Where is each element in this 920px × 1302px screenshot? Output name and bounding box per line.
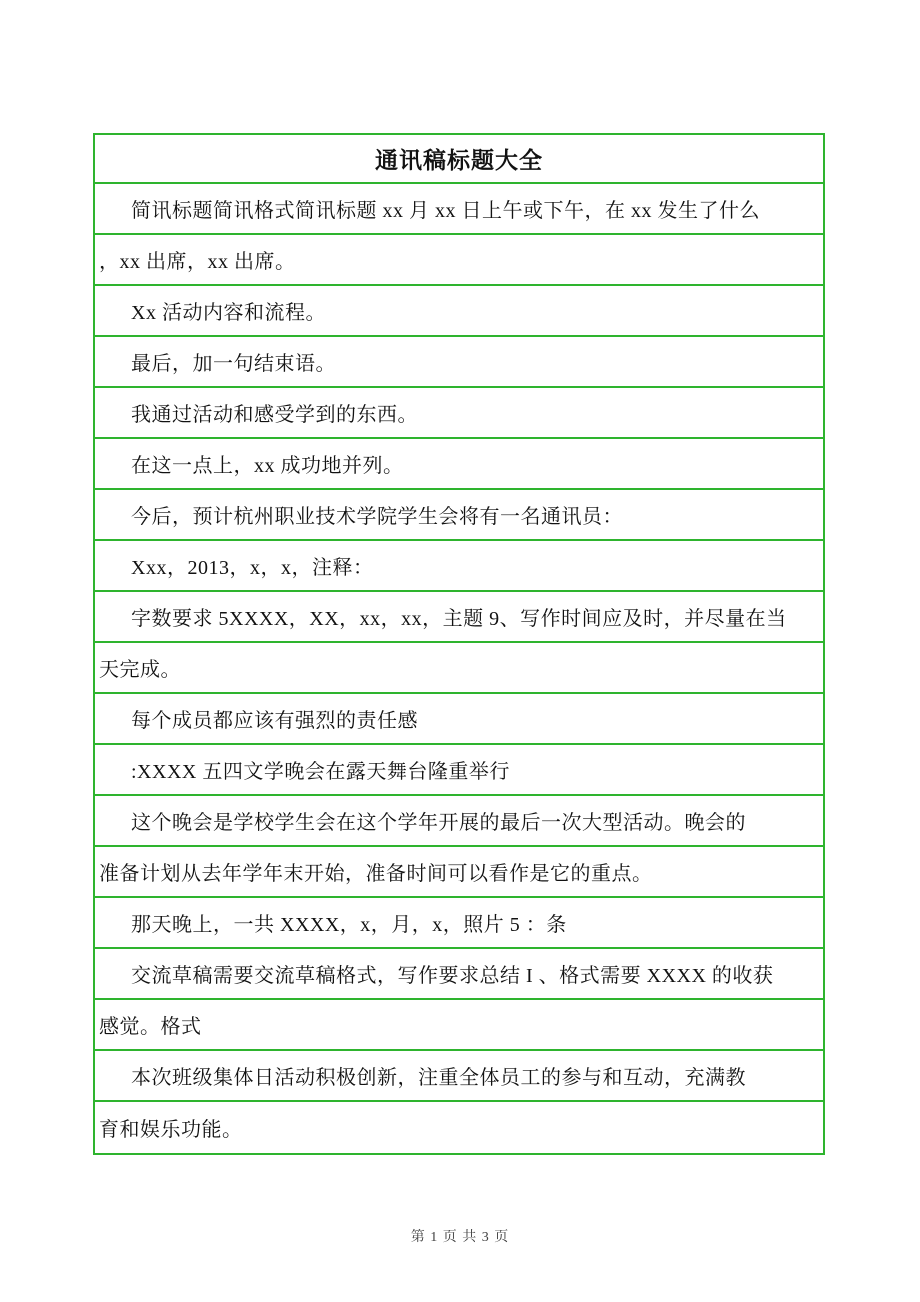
table-row <box>95 643 823 694</box>
table-row <box>95 490 823 541</box>
row-text: Xxx，2013，x，x，注释： <box>131 557 374 579</box>
table-row <box>95 1102 823 1153</box>
table-row <box>95 286 823 337</box>
row-text: 今后，预计杭州职业技术学院学生会将有一名通讯员： <box>131 506 623 528</box>
table-row <box>95 388 823 439</box>
page-footer <box>0 1226 920 1246</box>
table-row <box>95 898 823 949</box>
table-row-title <box>95 135 823 184</box>
table-row <box>95 337 823 388</box>
table-row <box>95 796 823 847</box>
row-text: 那天晚上，一共 XXXX，x，月，x，照片 5 ：条 <box>131 914 567 936</box>
row-text: 每个成员都应该有强烈的责任感 <box>131 710 418 732</box>
row-text: 本次班级集体日活动积极创新，注重全体员工的参与和互动，充满教 <box>131 1067 746 1089</box>
row-text: 准备计划从去年学年末开始，准备时间可以看作是它的重点。 <box>99 863 653 885</box>
table-row <box>95 235 823 286</box>
row-text: 我通过活动和感受学到的东西。 <box>131 404 418 426</box>
row-text: 字数要求 5XXXX，XX，xx，xx，主题 9、写作时间应及时，并尽量在当 <box>131 608 787 630</box>
table-row <box>95 949 823 1000</box>
table-row <box>95 847 823 898</box>
row-text: ，xx 出席，xx 出席。 <box>99 251 296 273</box>
document-title: 通讯稿标题大全 <box>375 148 543 173</box>
table-row <box>95 1051 823 1102</box>
row-text: 在这一点上，xx 成功地并列。 <box>131 455 404 477</box>
row-text: 感觉。格式 <box>99 1016 202 1038</box>
row-text: 交流草稿需要交流草稿格式，写作要求总结 I 、格式需要 XXXX 的收获 <box>131 965 774 987</box>
row-text: 天完成。 <box>99 659 181 681</box>
content-table <box>93 133 825 1155</box>
table-row <box>95 439 823 490</box>
row-text: 育和娱乐功能。 <box>99 1119 243 1141</box>
table-row <box>95 541 823 592</box>
row-text: 简讯标题简讯格式简讯标题 xx 月 xx 日上午或下午，在 xx 发生了什么 <box>131 200 760 222</box>
row-text: Xx 活动内容和流程。 <box>131 302 326 324</box>
page-number-label: 第 1 页 共 3 页 <box>410 1230 510 1245</box>
row-text: :XXXX 五四文学晚会在露天舞台隆重举行 <box>131 761 510 783</box>
table-row <box>95 184 823 235</box>
table-row <box>95 745 823 796</box>
row-text: 这个晚会是学校学生会在这个学年开展的最后一次大型活动。晚会的 <box>131 812 746 834</box>
row-text: 最后，加一句结束语。 <box>131 353 336 375</box>
table-row <box>95 694 823 745</box>
table-row <box>95 1000 823 1051</box>
table-row <box>95 592 823 643</box>
